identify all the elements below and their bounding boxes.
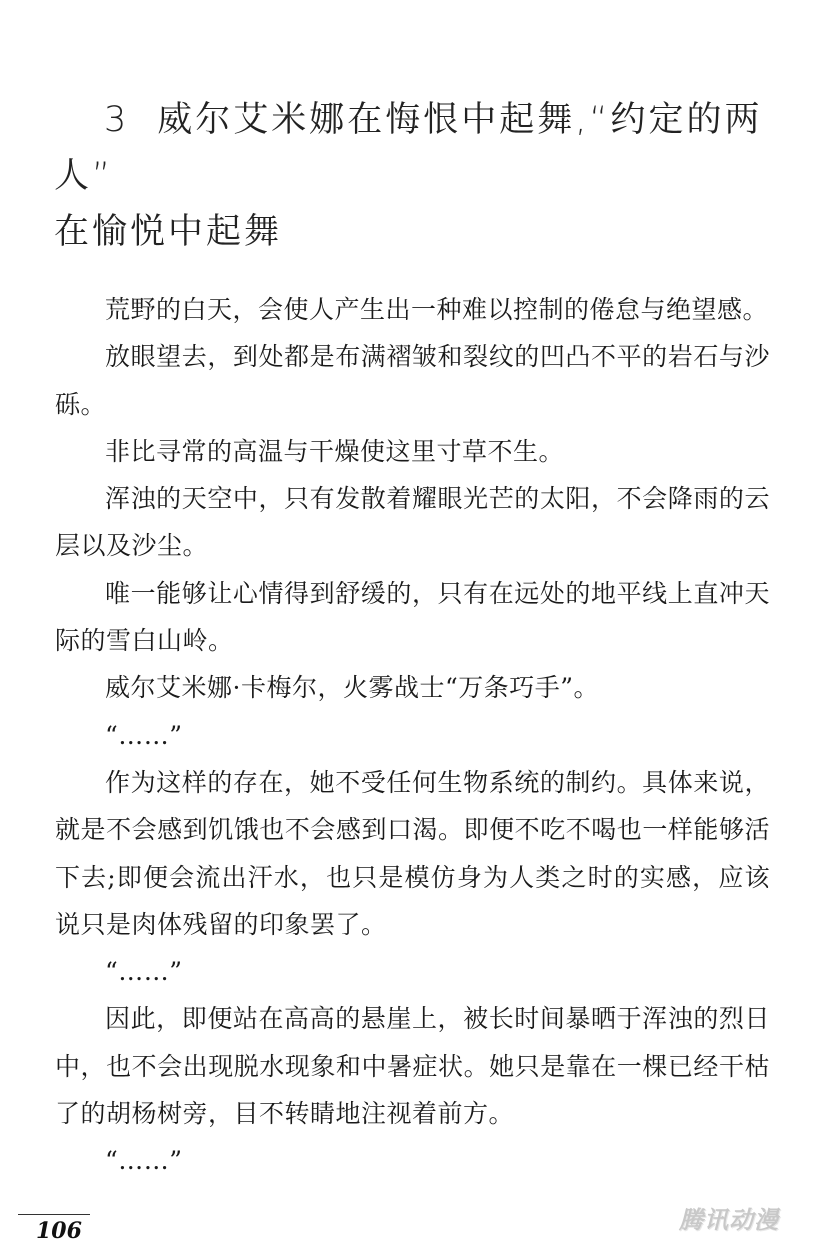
paragraph: “……” — [105, 1146, 183, 1176]
paragraph: 唯一能够让心情得到舒缓的，只有在远处的地平线上直冲天际的雪白山岭。 — [55, 578, 770, 656]
paragraph: 威尔艾米娜·卡梅尔，火雾战士“万条巧手”。 — [105, 673, 600, 703]
page-number: 106 — [36, 1218, 82, 1244]
chapter-title — [54, 92, 784, 260]
paragraph: 放眼望去，到处都是布满褶皱和裂纹的凹凸不平的岩石与沙砾。 — [55, 342, 770, 419]
paragraph: 非比寻常的高温与干燥使这里寸草不生。 — [105, 436, 565, 466]
paragraph: 因此，即便站在高高的悬崖上，被长时间暴晒于浑浊的烈日中，也不会出现脱水现象和中暑症状。她只是靠在一棵已经干枯了的胡杨树旁，目不转睛地注视着前方。 — [55, 1004, 770, 1129]
chapter-number: 3 — [104, 100, 130, 140]
paragraph: 浑浊的天空中，只有发散着耀眼光芒的太阳，不会降雨的云层以及沙尘。 — [55, 484, 770, 561]
footer-rule — [18, 1214, 90, 1215]
body-text — [55, 286, 770, 1185]
paragraph: “……” — [105, 957, 183, 987]
chapter-title-line-2: 在愉悦中起舞 — [54, 212, 283, 252]
paragraph: 荒野的白天，会使人产生出一种难以控制的倦怠与绝望感。 — [105, 295, 769, 324]
paragraph: 作为这样的存在，她不受任何生物系统的制约。具体来说，就是不会感到饥饿也不会感到口渴。即便不吃不喝也一样能够活下去;即便会流出汗水，也只是模仿身为人类之时的实感，应该说只是肉体残留的印象罢了。 — [55, 767, 770, 939]
chapter-title-line-1: 威尔艾米娜在悔恨中起舞,“约定的两人” — [54, 100, 763, 196]
watermark-logo: 腾讯动漫 — [679, 1206, 779, 1234]
paragraph: “……” — [105, 720, 183, 750]
